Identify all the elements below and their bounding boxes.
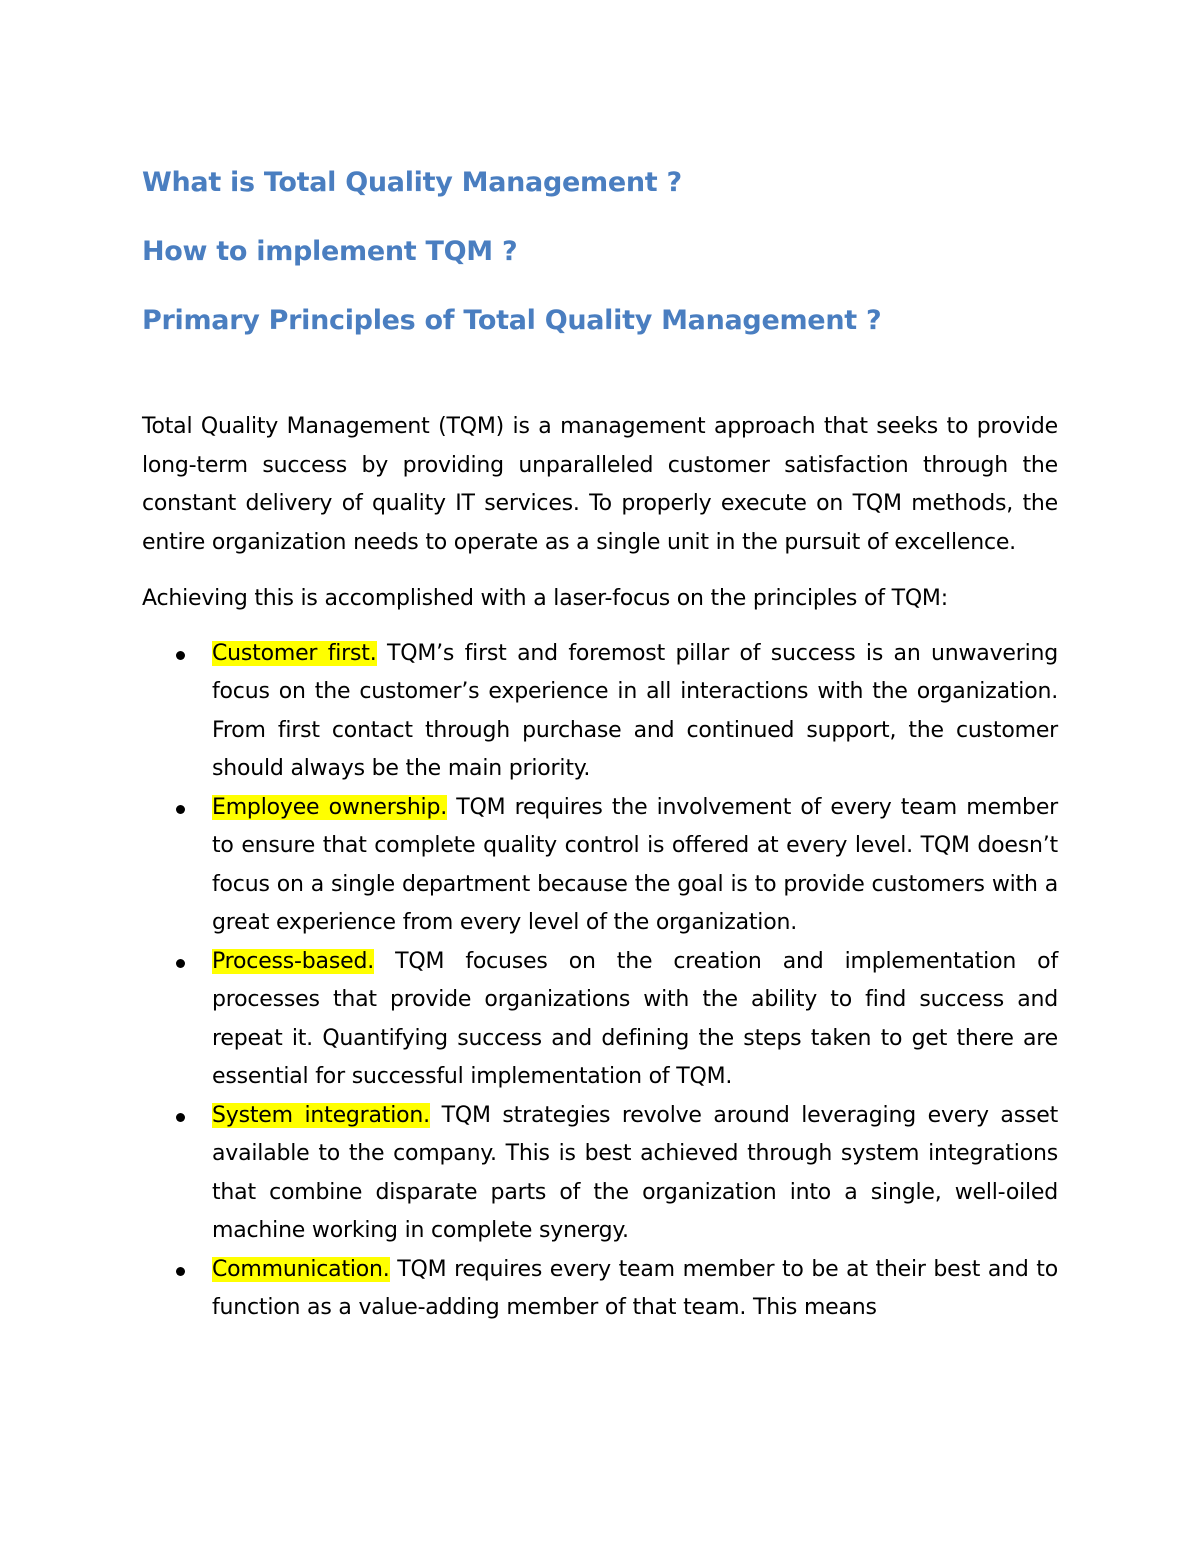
bullet-icon xyxy=(176,1113,185,1122)
principle-title: Employee ownership. xyxy=(212,794,448,820)
heading-how-to-implement: How to implement TQM ? xyxy=(142,236,518,267)
principle-item-system-integration xyxy=(142,1097,1058,1251)
principle-text: TQM strategies revolve around leveraging every asset available to the company. This is best achieved through system integrations that combine disparate parts of the organization into a single, well-oiled machine working in complete synergy. xyxy=(212,1102,1058,1243)
bullet-icon xyxy=(176,959,185,968)
principle-title: System integration. xyxy=(212,1102,430,1128)
principle-item-process-based xyxy=(142,943,1058,1097)
principle-text: TQM focuses on the creation and implementation of processes that provide organizations with the ability to find success and repeat it. Quantifying success and defining the steps taken to get there are essential for successful implementation of TQM. xyxy=(212,948,1058,1089)
heading-primary-principles: Primary Principles of Total Quality Management ? xyxy=(142,305,882,336)
principles-list xyxy=(142,635,1058,1328)
intro-paragraph: Total Quality Management (TQM) is a management approach that seeks to provide long-term success by providing unparalleled customer satisfaction through the constant delivery of quality IT services. To properly execute on TQM methods, the entire organization needs to operate as a single unit in the pursuit of excellence. xyxy=(142,414,1058,555)
bullet-icon xyxy=(176,805,185,814)
principle-item-employee-ownership xyxy=(142,789,1058,943)
heading-what-is-tqm: What is Total Quality Management ? xyxy=(142,167,682,198)
bullet-icon xyxy=(176,1267,185,1276)
principle-text: TQM requires every team member to be at their best and to function as a value-adding member of that team. This means xyxy=(212,1256,1058,1320)
principle-text: TQM requires the involvement of every team member to ensure that complete quality control is offered at every level. TQM doesn’t focus on a single department because the goal is to provide customers with a great experience from every level of the organization. xyxy=(212,794,1058,935)
document-body xyxy=(142,164,1058,1328)
bullet-icon xyxy=(176,651,185,660)
principle-item-communication xyxy=(142,1251,1058,1328)
principle-item-customer-first xyxy=(142,635,1058,789)
principle-text: TQM’s first and foremost pillar of success is an unwavering focus on the customer’s experience in all interactions with the organization. From first contact through purchase and continued support, the customer should always be the main priority. xyxy=(212,640,1059,781)
principle-title: Process-based. xyxy=(212,948,374,974)
principle-title: Communication. xyxy=(212,1256,390,1282)
lead-paragraph: Achieving this is accomplished with a laser-focus on the principles of TQM: xyxy=(142,586,948,611)
principle-title: Customer first. xyxy=(212,640,377,666)
